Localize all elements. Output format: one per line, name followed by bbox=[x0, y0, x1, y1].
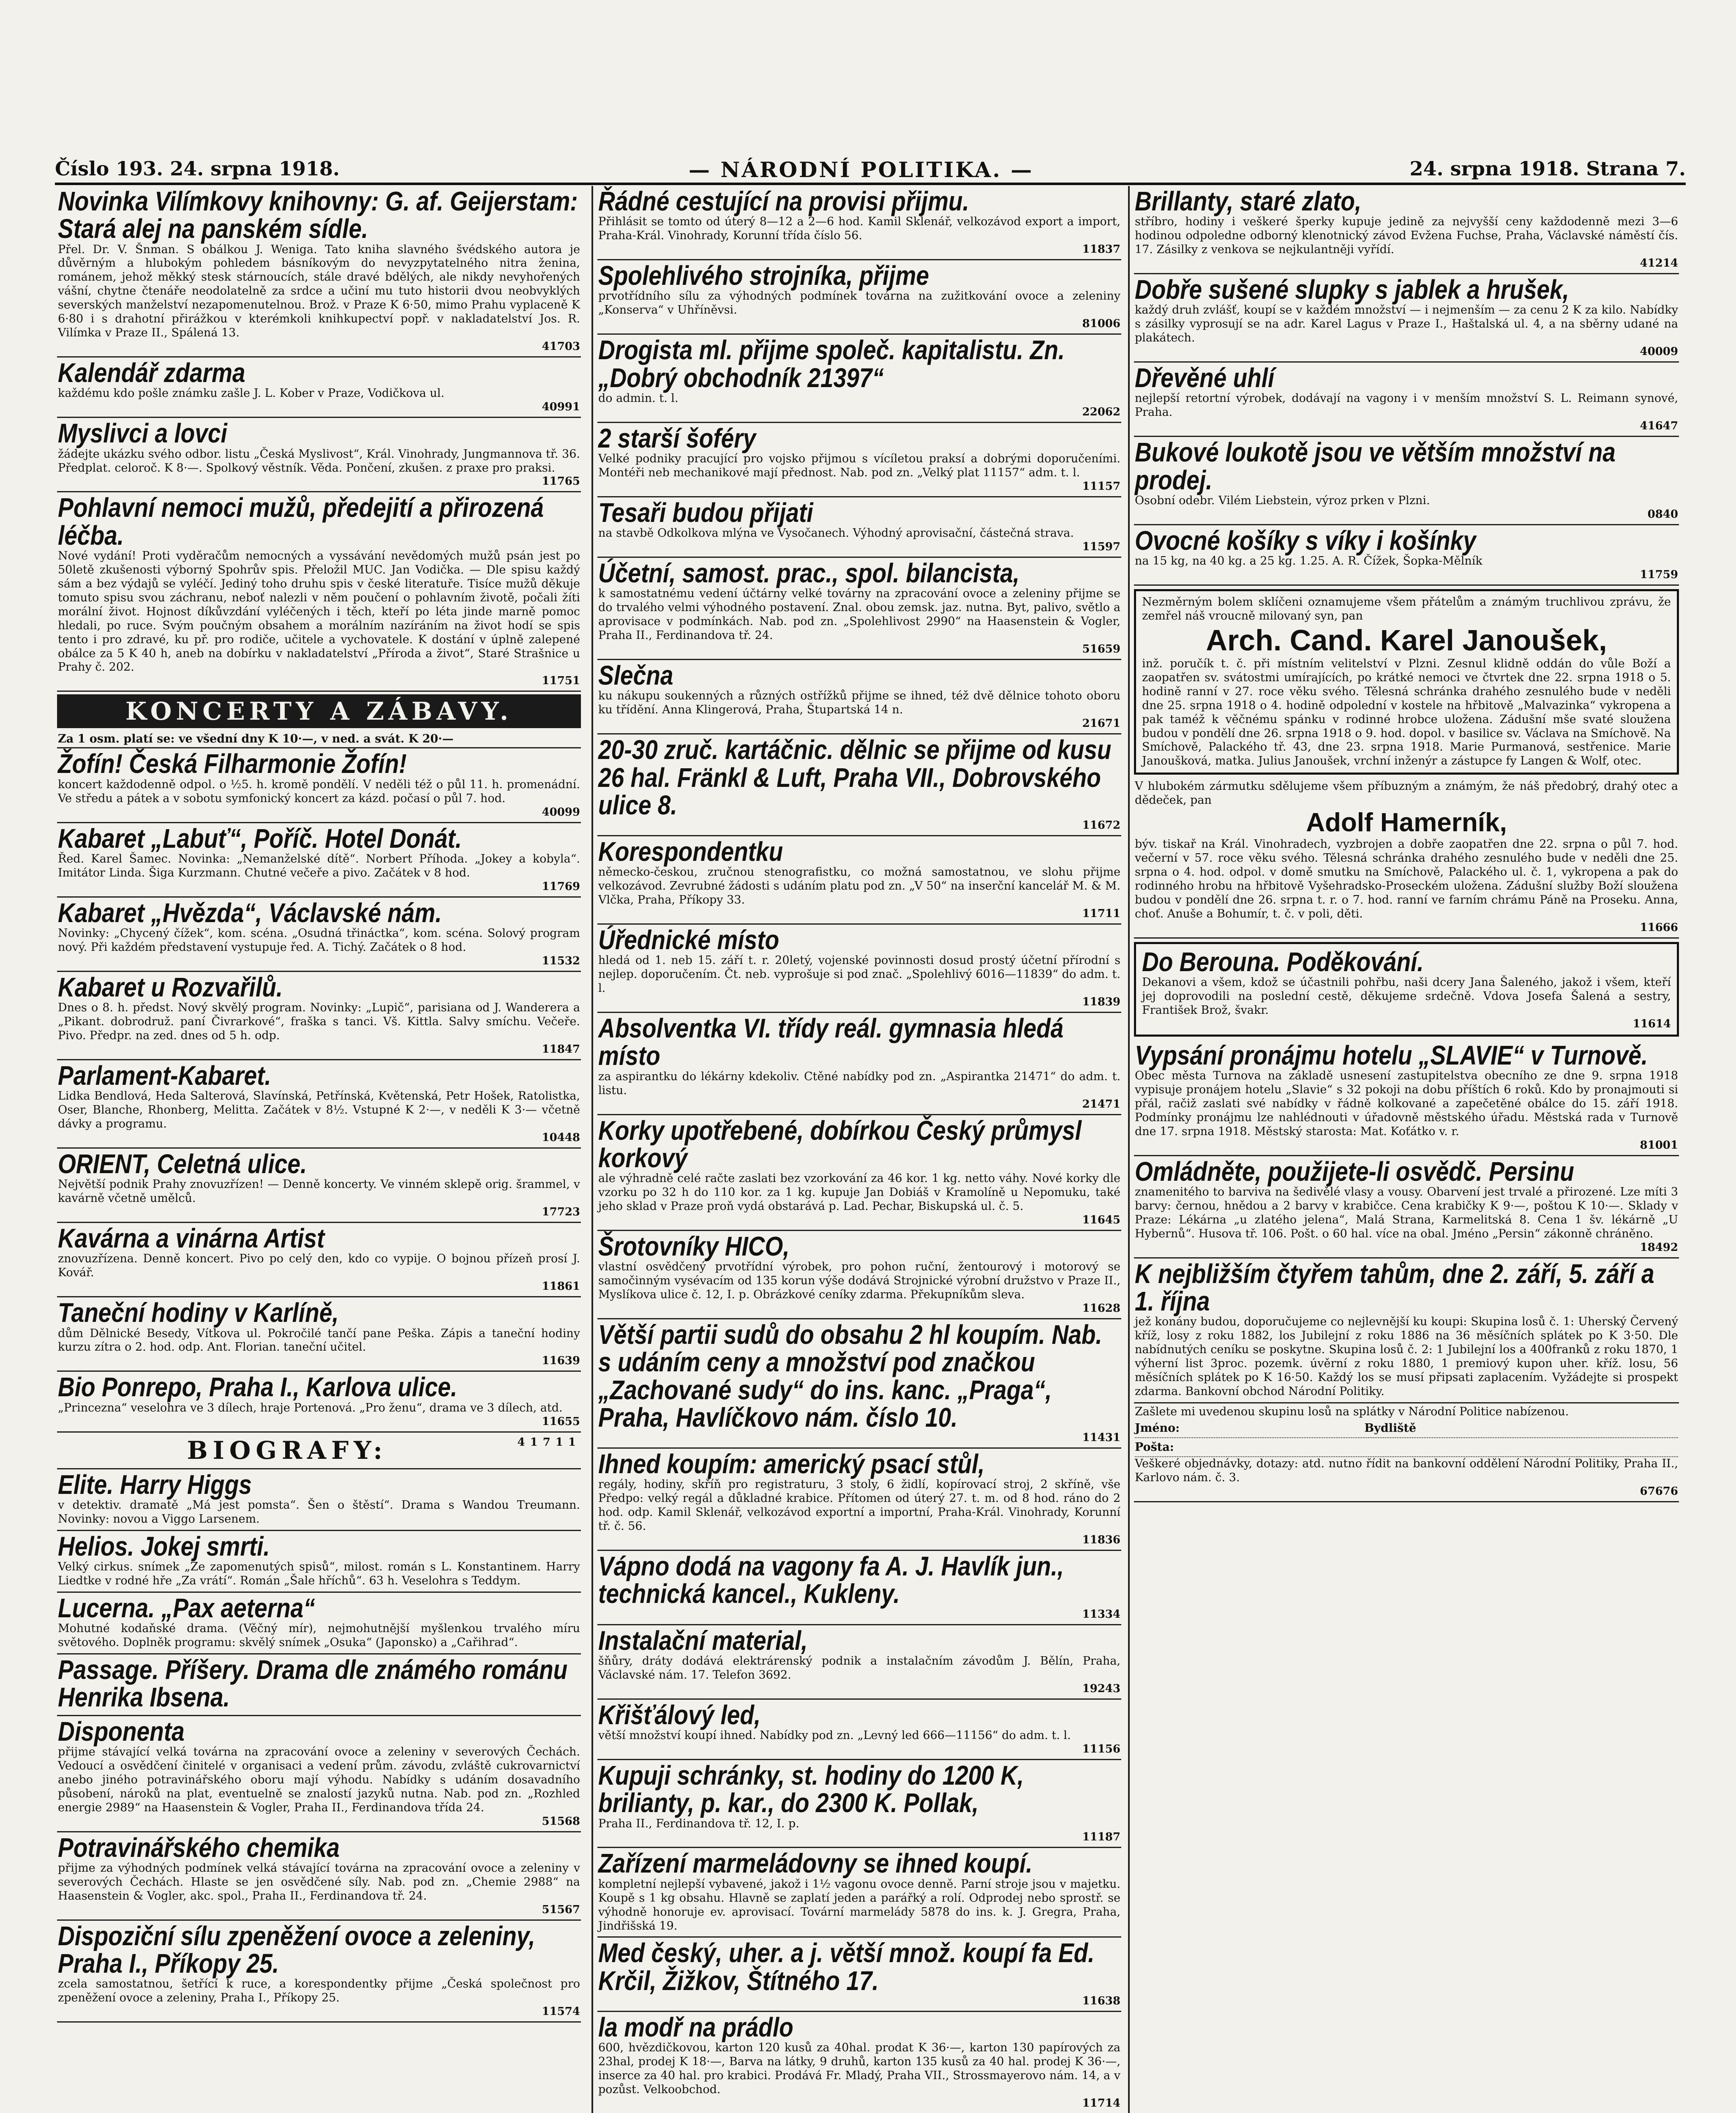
classified-ad bbox=[1134, 1259, 1679, 1403]
ad-heading: Účetní, samost. prac., spol. bilancista, bbox=[598, 558, 1020, 589]
biographs-section-heading bbox=[57, 1433, 581, 1469]
classified-ad bbox=[597, 497, 1121, 558]
classified-ad bbox=[57, 898, 581, 972]
lottery-order-form bbox=[1134, 1403, 1679, 1502]
ad-id: 11672 bbox=[1082, 819, 1120, 832]
masthead-title: — NÁRODNÍ POLITIKA. — bbox=[689, 157, 1034, 182]
ad-body: nejlepší retortní výrobek, dodávají na vagony i v menším množství S. L. Reimann synové, Praha. bbox=[1135, 392, 1678, 419]
ad-body: vlastní osvědčený prvotřídní výrobek, pro pohon ruční, žentourový i motorový se samočinným vysévacím od 135 korun výše dodává Strojnické výrobní družstvo v Praze II., Myslíkova ulice č. 12, I. p. Obrázkové ceníky zdarma. Překupníkům sleva. bbox=[598, 1260, 1120, 1302]
ad-heading: Kabaret „Hvězda“, Václavské nám. bbox=[58, 897, 442, 928]
ad-id: 41703 bbox=[542, 340, 580, 353]
ad-heading: Disponenta bbox=[58, 1716, 185, 1747]
ad-heading: Vápno dodá na vagony fa A. J. Havlík jun., technická kancel., Kukleny. bbox=[598, 1551, 1064, 1609]
ad-id: 11711 bbox=[1082, 907, 1120, 920]
obituary-janousek bbox=[1134, 589, 1679, 775]
ad-heading: la modř na prádlo bbox=[598, 2012, 793, 2042]
classified-ad bbox=[1134, 1040, 1679, 1156]
ad-body: Řed. Karel Šamec. Novinka: „Nemanželské dítě“. Norbert Příhoda. „Jokey a kobyla“. Imitátor Linda. Šiga Kurzmann. Chutné večeře a pivo. Začátek v 8 hod. bbox=[58, 852, 580, 879]
ad-heading: Úřednické místo bbox=[598, 925, 779, 955]
ad-id: 11861 bbox=[542, 1280, 580, 1293]
ad-id: 11847 bbox=[542, 1043, 580, 1056]
ad-id: 11759 bbox=[1640, 568, 1678, 581]
ad-body: Přihlásit se tomto od úterý 8—12 a 2—6 hod. Kamil Sklenář, velkozávod export a import, Praha-Král. Vinohrady, Korunní třída číslo 56. bbox=[598, 215, 1120, 243]
classified-ad bbox=[597, 186, 1121, 260]
issue-number: Číslo 193. 24. srpna 1918. bbox=[55, 157, 340, 180]
ad-id: 51568 bbox=[542, 1815, 580, 1828]
ad-heading: Helios. Jokej smrti. bbox=[58, 1531, 270, 1562]
classified-ad bbox=[597, 1848, 1121, 1938]
classified-ad bbox=[57, 1716, 581, 1832]
classified-ad bbox=[597, 1938, 1121, 2012]
classified-ad bbox=[57, 1654, 581, 1716]
ad-id: 40991 bbox=[542, 401, 580, 414]
thanks-body: Dekanovi a všem, kdož se účastnili pohřbu, naši dcery Jana Šaleného, jakož i všem, kteří jej doprovodili na poslední cestě, děkujeme srdečně. Vdova Josefa Šalená a sestry, František Brož, švakr. bbox=[1142, 976, 1671, 1017]
ad-id: 41647 bbox=[1640, 420, 1678, 433]
ad-id: 51659 bbox=[1082, 643, 1120, 656]
ad-heading: Šrotovníky HICO, bbox=[598, 1231, 790, 1261]
ad-heading: Omládněte, použijete-li osvědč. Persinu bbox=[1135, 1156, 1574, 1187]
ad-heading: Absolventka VI. třídy reál. gymnasia hledá místo bbox=[598, 1013, 1064, 1071]
ad-heading: Med český, uher. a j. větší množ. koupí fa Ed. Krčil, Žižkov, Štítného 17. bbox=[598, 1938, 1095, 1996]
classified-ad bbox=[597, 1231, 1121, 1319]
ad-body: šňůry, dráty dodává elektrárenský podnik a instalačním závodům J. Bělín, Praha, Václavské nám. 17. Telefon 3692. bbox=[598, 1654, 1120, 1682]
classified-ad bbox=[57, 1372, 581, 1432]
classified-ad bbox=[57, 1832, 581, 1921]
classified-ad bbox=[57, 358, 581, 418]
ad-body: v detektiv. dramatě „Má jest pomsta“. Šen o štěstí“. Drama s Wandou Treumann. Novinky: novou a Viggo Larsenem. bbox=[58, 1498, 580, 1526]
column-3 bbox=[1128, 186, 1679, 2113]
ad-heading: Novinka Vilímkovy knihovny: G. af. Geijerstam: Stará alej na panském sídle. bbox=[58, 186, 578, 244]
thanks-heading: Do Berouna. Poděkování. bbox=[1142, 946, 1424, 977]
classified-ad bbox=[597, 1625, 1121, 1700]
classified-ad bbox=[597, 1551, 1121, 1625]
classified-ad bbox=[597, 1319, 1121, 1449]
classified-ad bbox=[57, 1921, 581, 2023]
classified-ad bbox=[57, 1297, 581, 1372]
ad-body: každý druh zvlášť, koupí se v každém množství — i nejmenším — za cenu 2 K za kilo. Nabídky s zásilky vyprosují se na adr. Karel Lagus v Praze I., Haštalská ul. 4, a na sběrny udané na plakátech. bbox=[1135, 303, 1678, 345]
ad-body: Praha II., Ferdinandova tř. 12, I. p. bbox=[598, 1817, 799, 1830]
ad-body: Přel. Dr. V. Šnman. S obálkou J. Wenigа. Tato kniha slavného švédského autora je důvěrným a hlubokým pohledem básníkovým do nevyzpytatelného nitra ženina, románem, jehož měkký stesk stárnoucích, stále dravé bdělých, ale nikdy nevyhořených vášní, chytne čtenáře neodolatelně za srdce a učiní mu tuto historii dvou neobvyklých severských manželství nezapomenutelnou. Brož. v Praze K 6·50, mimo Prahu vyplaceně K 6·80 i s drahotní přirážkou v kterémkoli knihkupectví popř. v nakladatelství Jos. R. Vilímka v Praze II., Spálená 13. bbox=[58, 243, 580, 340]
ad-id: 41214 bbox=[1640, 257, 1678, 270]
obituary-body: inž. poručík t. č. při místním velitelství v Plzni. Zesnul klidně oddán do vůle Boží a zaopatřen sv. svátostmi umírajících, po krátké nemoci ve čtvrtek dne 22. srpna 1918 o 5. hodině ranní v 27. roce věku svého. Tělesná schránka drahého zesnulého bude v neděli dne 25. srpna 1918 o 4. hodině odpolední v kostele na hřbitově „Malvazinka“ vykropena a pak taméž k věčnému spánku v rodinné hrobce uložena. Zádušní mše svaté sloužena budou v pondělí dne 26. srpna 1918 o 9. hod. dopol. v basilice sv. Václava na Smíchově. Na Smíchově, Palackého tř. 43, dne 23. srpna 1918. Marie Purmanová, sestřenice. Marie Janoušková, matka. Julius Janoušek, vrchní inženýr a zástupce fy Langen & Wolf, otec. bbox=[1142, 657, 1671, 768]
ad-id: 11532 bbox=[542, 954, 580, 967]
ad-heading: Pohlavní nemoci mužů, předejití a přirozená léčba. bbox=[58, 492, 544, 551]
ad-body: jež konány budou, doporučujeme co nejlevnější ku koupi: Skupina losů č. 1: Uherský Červený kříž, losy z roku 1882, los Jubilejní z roku 1886 na 36 měsíčních splátek po K 3·50. Dle nabídnutých ceníku se poskytne. Skupina losů č. 2: 1 Jubilejní los a 400franků z roku 1870, 1 výherní list 3proc. pozemk. úvěrní z roku 1880, 1 premiový kupon uher. kříž. losu, 56 měsíčních splátek po K 16·50. Každý los se musí připsati zaplacením. Vyžádejte si prospekt zdarma. Bankovní obchod Národní Politiky. bbox=[1135, 1315, 1678, 1398]
ad-id: 11157 bbox=[1082, 480, 1120, 493]
ad-body: německo-českou, zručnou stenografistku, co možná samostatnou, ve slohu přijme velkozávod. Zevrubné žádosti s udáním platu pod zn. „V 50“ na inserční kancelář M. & M. Vlčka, Praha, Příkopy 33. bbox=[598, 865, 1120, 907]
obituary-name: Arch. Cand. Karel Janoušek, bbox=[1206, 623, 1607, 657]
classified-ad bbox=[57, 972, 581, 1060]
ad-id: 81001 bbox=[1640, 1138, 1678, 1152]
obituary-hamernik bbox=[1134, 778, 1679, 939]
ad-id: 21471 bbox=[1082, 1097, 1120, 1111]
ad-heading: Potravinářského chemika bbox=[58, 1832, 340, 1863]
classified-ad bbox=[597, 335, 1121, 423]
ad-id: 11614 bbox=[1632, 1017, 1671, 1030]
ad-id: 11765 bbox=[542, 475, 580, 488]
ad-id: 11639 bbox=[542, 1354, 580, 1368]
classified-ad bbox=[57, 1593, 581, 1654]
ad-heading: Řádné cestující na provisi přijmu. bbox=[598, 186, 969, 216]
ad-body: Osobní odebr. Vilém Liebstein, výroz prken v Plzni. bbox=[1135, 494, 1430, 507]
ad-id: 11431 bbox=[1082, 1431, 1120, 1444]
classified-ad bbox=[1134, 363, 1679, 437]
classified-ad bbox=[57, 1223, 581, 1297]
ad-body: Obec města Turnova na základě usnesení zastupitelstva obecního ze dne 9. srpna 1918 vypisuje pronájem hotelu „Slavie“ s 32 pokoji na dobu příštích 6 roků. Kdo by pronajmouti si přál, račiž zaslati své nabídky v řádně kolkované a zapečetěné obálce do 15. září 1918. Podmínky pronájmu lze nahlédnouti v úřadovně městského úřadu. Městská rada v Turnově dne 17. srpna 1918. Městský starosta: Mat. Koťátko v. r. bbox=[1135, 1069, 1678, 1138]
ad-heading: ORIENT, Celetná ulice. bbox=[58, 1148, 307, 1179]
ad-body: „Princezna“ veselohra ve 3 dílech, hraje Portenová. „Pro ženu“, drama ve 3 dílech, atd. bbox=[58, 1401, 563, 1414]
ad-heading: Instalační material, bbox=[598, 1625, 808, 1656]
ad-id: 11334 bbox=[1082, 1608, 1120, 1621]
ad-heading: Passage. Příšery. Drama dle známého románu Henrika Ibsena. bbox=[58, 1654, 568, 1713]
ad-body: Lidka Bendlová, Hedа Salterová, Slavínská, Petřínská, Květenská, Petr Hošek, Ratolistka, Oser, Blanche, Rhonberg, Melitta. Začátek v 8½. Vstupné K 2·—, v neděli K 3·— včetně dávky a programu. bbox=[58, 1089, 580, 1131]
biographs-heading-id: 41711 bbox=[517, 1436, 581, 1449]
ad-heading: Tesaři budou přijati bbox=[598, 497, 813, 528]
obituary-body: býv. tiskař na Král. Vinohradech, vyzbrojen a dobře zaopatřen dne 22. srpna o půl 7. hod. večerní v 57. roce věku svého. Tělesná schránka drahého zesnulého bude v neděli dne 25. srpna o 4. hod. odpol. v domě smutku na Smíchově, Palackého ul. č. 1, vykropena a pak do rodinného hrobu na hřbitově Vyšehradsko-Proseckém uložena. Zádušní služby Boží sloužena budou v pondělí dne 26. srpna t. r. o 7. hod. ranní ve farním chrámu Páně na Proseku. Anna, choť. Anuše a Bohumír, t. č. v poli, děti. bbox=[1135, 838, 1678, 920]
classified-ad bbox=[1134, 274, 1679, 363]
obituary-intro: Nezměrným bolem sklíčeni oznamujeme všem přátelům a známým truchlivou zprávu, že zemřel náš vroucně milovaný syn, pan bbox=[1142, 595, 1671, 622]
classified-ad bbox=[57, 1149, 581, 1223]
ad-id: 11839 bbox=[1082, 996, 1120, 1009]
ad-id: 11666 bbox=[1640, 921, 1678, 934]
ad-id: 19243 bbox=[1082, 1682, 1120, 1695]
ad-id: 40099 bbox=[542, 805, 580, 819]
obituary-intro: V hlubokém zármutku sdělujeme všem příbuzným a známým, že náš předobrý, drahý otec a dědeček, pan bbox=[1135, 780, 1678, 807]
ad-id: 17723 bbox=[542, 1206, 580, 1219]
classified-ad bbox=[1134, 1156, 1679, 1259]
ad-heading: Dřevěné uhlí bbox=[1135, 363, 1275, 393]
ad-heading: K nejbližším čtyřem tahům, dne 2. září, 5. září a 1. října bbox=[1135, 1258, 1654, 1317]
ad-id: 11714 bbox=[1082, 2097, 1120, 2110]
ad-body: větší množství koupí ihned. Nabídky pod zn. „Levný led 666—11156“ do adm. t. l. bbox=[598, 1729, 1071, 1742]
ad-id: 11751 bbox=[542, 674, 580, 688]
ad-heading: Ihned koupím: americký psací stůl, bbox=[598, 1449, 985, 1480]
ad-id: 11638 bbox=[1082, 1995, 1120, 2007]
ad-id: 11645 bbox=[1082, 1213, 1120, 1226]
ad-body: Nové vydání! Proti vyděračům nemocných a vyssávání nevědomých mužů psán jest po 50letě zkušenosti výborný Spohrův spis. Přeložil MUC. Jan Vodička. — Dle spisu každý sám a bez výdajů se vyléčí. Jediný toho druhu spis v české literatuře. Tisíce mužů děkuje tomuto spisu svou záchranu, neboť nalezli v něm poučení o pohlavním životě, počali žíti morální život. Hojnost díkůvzdání vyléčených i těch, kteří po léta jinde marně pomoc hledali, po ruce. Svým poučným obsahem a morálním nazíráním na život hodí se spis tento i pro zdravé, ku př. pro rodiče, učitele a vychovatele. K dostání v úplně zalepené obálce za 5 K 40 h, aneb na dobírku v nakladatelství „Příroda a život“, Staré Strašnice u Prahy č. 202. bbox=[58, 549, 580, 674]
ad-id: 11187 bbox=[1082, 1831, 1120, 1844]
classified-ad bbox=[597, 2012, 1121, 2113]
ad-heading: Kavárna a vinárna Artist bbox=[58, 1223, 325, 1254]
ad-heading: Drogista ml. přijme společ. kapitalistu. Zn. „Dobrý obchodník 21397“ bbox=[598, 335, 1065, 393]
ad-body: na stavbě Odkolkova mlýna ve Vysočanech. Výhodný aprovisační, částečná strava. bbox=[598, 527, 1074, 540]
ad-id: 0840 bbox=[1647, 508, 1678, 521]
obituary-name: Adolf Hamerník, bbox=[1306, 808, 1507, 838]
ad-body: Největší podnik Prahy znovuzřízen! — Denně koncerty. Ve vinném sklepě orig. šrammel, v kavárně včetně umělců. bbox=[58, 1178, 580, 1205]
ad-body: přijme za výhodných podmínek velká stávající továrna na zpracování ovoce a zeleniny v severových Čechách. Hlaste se jen osvědčené síly. Nab. pod zn. „Chemie 2988“ na Haasenstein & Vogler, akc. spol., Praha II., Ferdinandova tř. 24. bbox=[58, 1861, 580, 1903]
ad-id: 22062 bbox=[1082, 405, 1120, 418]
ad-body: znovuzřízena. Denně koncert. Pivo po celý den, kdo co vypije. O bojnou přízeň prosí J. Kovář. bbox=[58, 1252, 580, 1280]
classified-ad bbox=[57, 748, 581, 823]
column-2 bbox=[591, 186, 1121, 2113]
ad-body: každému kdo pošle známku zašle J. L. Kober v Praze, Vodičkova ul. bbox=[58, 387, 444, 400]
ad-id: 11156 bbox=[1082, 1742, 1120, 1755]
ad-body: Dnes o 8. h. předst. Nový skvělý program. Novinky: „Lupič“, parisiana od J. Wanderera a „Pikant. dobrodruž. paní Čivrarkové“, fraška s tanci. Vš. Kittla. Salvy smíchu. Večeře. Pivo. Předpr. na zed. dnes od 5 h. odp. bbox=[58, 1001, 580, 1042]
ad-id: 10448 bbox=[542, 1131, 580, 1144]
ad-body: prvotřídního sílu za výhodných podmínek továrna na zužitkování ovoce a zeleniny „Konserva“ v Uhříněvsi. bbox=[598, 289, 1120, 317]
ad-body: 600, hvězdičkovou, karton 120 kusů za 40hal. prodat K 36·—, karton 130 papírových za 23hal, prodej K 18·—, Barva na látky, 9 druhů, karton 135 kusů za 40 hal. prodej K 36·—, inserce za 40 hal. pro krabici. Prodává Fr. Mladý, Praha VII., Strossmayerovo nám. 14, a v pozůst. Velkoobchod. bbox=[598, 2041, 1120, 2097]
ad-heading: Ovocné košíky s víky i košínky bbox=[1135, 525, 1476, 556]
ad-body: na 15 kg, na 40 kg. a 25 kg. 1.25. A. R. Čížek, Šopka-Mělník bbox=[1135, 554, 1483, 568]
column-1 bbox=[57, 186, 581, 2113]
ad-heading: Elite. Harry Higgs bbox=[58, 1469, 252, 1500]
classified-ad bbox=[57, 418, 581, 492]
ad-body: regály, hodiny, skříň pro registraturu, 3 stoly, 6 židlí, kopírovací stroj, 2 skříně, vše Předpo: velký regál a důkladné krabice. Přítomen od úterý 27. t. m. od 8 hod. ráno do 2 hod. odp. Kamil Sklenář, velkozávod exportní a importní, Praha-Král. Vinohrady, Korunní tř. č. 56. bbox=[598, 1478, 1120, 1533]
ad-body: Velké podniky pracující pro vojsko přijmou s vícíletou praksí a dobrými doporučeními. Montéři neb mechanikové mají přednost. Nab. pod zn. „Velký plat 11157“ adm. t. l. bbox=[598, 452, 1120, 479]
ad-heading: 2 starší šoféry bbox=[598, 423, 756, 453]
classified-ad bbox=[597, 1013, 1121, 1115]
order-form-post-row bbox=[1135, 1438, 1678, 1457]
ad-body: hledá od 1. neb 15. září t. r. 20letý, vojenské povinnosti dosud prostý účetní přírodní s nejlep. doporučením. Čt. neb. vyprošuje si pod znač. „Spolehlivý 6016—11839“ do adm. t. l. bbox=[598, 954, 1120, 995]
ad-id: 11628 bbox=[1082, 1302, 1120, 1315]
classified-ad bbox=[597, 1115, 1121, 1231]
classified-ad bbox=[57, 1531, 581, 1593]
classified-ad bbox=[597, 925, 1121, 1013]
ad-heading: Křišťálový led, bbox=[598, 1699, 761, 1730]
ad-heading: 20-30 zruč. kartáčnic. dělnic se přijme od kusu 26 hal. Fränkl & Luft, Praha VII., Dobrovského ulice 8. bbox=[598, 734, 1112, 820]
ad-heading: Myslivci a lovci bbox=[58, 418, 227, 449]
order-form-residence-label: Bydliště bbox=[1364, 1421, 1417, 1435]
ad-id: 21671 bbox=[1082, 717, 1120, 730]
ad-body: dům Dělnické Besedy, Vítkova ul. Pokročilé tančí pane Peška. Zápis a taneční hodiny kurzu zítra o 2. hod. odp. Ant. Florian. taneční učitel. bbox=[58, 1327, 580, 1354]
ad-body: do admin. t. l. bbox=[598, 391, 679, 405]
classified-ad bbox=[597, 836, 1121, 925]
ad-heading: Zařízení marmeládovny se ihned koupí. bbox=[598, 1848, 1033, 1879]
order-form-intro: Zašlete mi uvedenou skupinu losů na splátky v Národní Politice nabízenou. bbox=[1135, 1405, 1569, 1419]
ad-body: za aspirantku do lékárny kdekoliv. Ctěné nabídky pod zn. „Aspirantka 21471“ do adm. t. listu. bbox=[598, 1070, 1120, 1097]
ad-body: Velký cirkus. snímek „Ze zapomenutých spisů“, milost. román s L. Konstantinem. Harry Liedtke v rodné hře „Za vrátí“. Román „Šale hříchů“. 63 h. Veselohra s Teddym. bbox=[58, 1560, 580, 1587]
ad-id: 51567 bbox=[542, 1903, 580, 1916]
page-header bbox=[55, 157, 1686, 185]
order-form-name-row bbox=[1135, 1419, 1678, 1438]
ad-body: Novinky: „Chycený čížek“, kom. scéna. „Osudná třináctka“, kom. scéna. Solový program nový. Při každém představení vystupuje řed. A. Tichý. Začátek o 8 hod. bbox=[58, 926, 580, 954]
classified-ad bbox=[597, 423, 1121, 497]
classified-ad bbox=[597, 1700, 1121, 1760]
ad-id: 81006 bbox=[1082, 317, 1120, 330]
ad-heading: Dispoziční sílu zpeněžení ovoce a zeleniny, Praha I., Příkopy 25. bbox=[58, 1920, 535, 1979]
classified-ad bbox=[1134, 525, 1679, 586]
ad-body: žádejte ukázku svého odbor. listu „Česká Myslivost“, Král. Vinohrady, Jungmannova tř. 36. Předplat. celoroč. K 8·—. Spolkový věstník. Věda. Pončení, zkušen. z praxe pro praksi. bbox=[58, 447, 580, 475]
classified-ad bbox=[57, 492, 581, 692]
ad-heading: Vypsání pronájmu hotelu „SLAVIE“ v Turnově. bbox=[1135, 1040, 1648, 1070]
ad-heading: Korky upotřebené, dobírkou Český průmysl korkový bbox=[598, 1115, 1082, 1173]
ad-body: ale výhradně celé račte zaslati bez vzorkování za 46 kor. 1 kg. netto váhy. Nové korky dle vzorku po 32 h do 110 kor. za 1 kg. kupuje Jan Dobiáš v Kramolíně u Nepomuku, také jeho sklad v Praze proň vydá obstarává p. Lad. Pechar, Biskupská ul. č. 5. bbox=[598, 1172, 1120, 1213]
ad-body: k samostatnému vedení účtárny velké továrny na zpracování ovoce a zeleniny přijme se do trvalého velmi výhodného postavení. Znal. obou zemsk. jaz. nutna. Byt, palivo, světlo a aprovisace v podmínkách. Nab. pod zn. „Spolehlivost 2990“ na Haasenstein & Vogler, Praha II., Ferdinandova tř. 24. bbox=[598, 587, 1120, 642]
concerts-section-band: KONCERTY A ZÁBAVY. bbox=[57, 694, 581, 728]
ad-body: ku nákupu soukenných a různých ostřížků přijme se ihned, též dvě dělnice tohoto oboru ku třídění. Anna Klingerová, Praha, Štupartská 14 n. bbox=[598, 689, 1120, 717]
concerts-pricing-note: Za 1 osm. platí se: ve všední dny K 10·—, v ned. a svát. K 20·— bbox=[57, 731, 581, 748]
classified-ad bbox=[597, 260, 1121, 335]
classified-ad bbox=[57, 186, 581, 358]
ad-heading: Kupuji schránky, st. hodiny do 1200 K, brilianty, p. kar., do 2300 K. Pollak, bbox=[598, 1760, 1024, 1818]
ad-heading: Parlament-Kabaret. bbox=[58, 1060, 271, 1091]
ad-heading: Lucerna. „Pax aeterna“ bbox=[58, 1592, 315, 1623]
ad-heading: Dobře sušené slupky s jablek a hrušek, bbox=[1135, 274, 1569, 305]
date-and-page: 24. srpna 1918. Strana 7. bbox=[1409, 157, 1686, 180]
ad-heading: Žofín! Česká Filharmonie Žofín! bbox=[58, 748, 407, 779]
ad-heading: Větší partii sudů do obsahu 2 hl koupím. Nab. s udáním ceny a množství pod značkou „Zachované sudy“ do ins. kanc. „Praga“, Praha, Havlíčkovo nám. číslo 10. bbox=[598, 1319, 1102, 1433]
ad-body: znamenitého to barviva na šedivělé vlasy a vousy. Obarvení jest trvalé a přirozené. Lze míti 3 barvy: černou, hnědou a 2 barvy v krabičce. Cena krabičky K 9·—, poštou K 10·—. Sklady v Praze: Lékárna „u zlatého jelena“, Malá Strana, Karmelitská 8. Cena 1 šv. lékárně „U Hybernů“. Husova tř. 106. Pošt. o 60 hal. více na obal. Jméno „Persin“ zákonně chráněno. bbox=[1135, 1185, 1678, 1240]
classified-ad bbox=[57, 823, 581, 898]
classified-ad bbox=[57, 1469, 581, 1531]
ad-heading: Brillanty, staré zlato, bbox=[1135, 186, 1362, 216]
ad-body: Mohutné kodaňské drama. (Věčný mír), nejmohutnější myšlenkou trvalého míru světového. Doplněk programu: skvělý snímek „Osuka“ (Japonsko) a „Cařihrad“. bbox=[58, 1622, 580, 1649]
classified-ad bbox=[597, 558, 1121, 660]
classified-ad bbox=[1134, 186, 1679, 274]
ad-id: 11655 bbox=[542, 1415, 580, 1428]
classified-ad bbox=[597, 734, 1121, 836]
classified-ad bbox=[597, 660, 1121, 734]
ad-id: 11597 bbox=[1082, 541, 1120, 554]
order-form-name-label: Jméno: bbox=[1135, 1421, 1180, 1435]
ad-heading: Bukové loukotě jsou ve větším množství na prodej. bbox=[1135, 437, 1616, 495]
order-form-post-label: Pošta: bbox=[1135, 1440, 1174, 1454]
ad-body: přijme stávající velká továrna na zpracování ovoce a zeleniny v severových Čechách. Vedoucí a osvědčení činitelé v organisaci a vedení prům. závodu, zvláště cukrovarnictví anebo jiného potravinářského oboru mají výhodu. Nabídky s udáním dosavadního působení, nároků na plat, eventuelně se znalostí jazyků nutna. Nab. pod zn. „Rozhled energie 2989“ na Haasenstein & Vogler, Praha II., Ferdinandova třída 24. bbox=[58, 1745, 580, 1814]
classified-ad bbox=[597, 1449, 1121, 1551]
ad-heading: Taneční hodiny v Karlíně, bbox=[58, 1297, 339, 1328]
ad-heading: Kalendář zdarma bbox=[58, 358, 245, 388]
ad-heading: Spolehlivého strojníka, přijme bbox=[598, 260, 929, 291]
ad-heading: Kabaret „Labuť“, Poříč. Hotel Donát. bbox=[58, 823, 462, 854]
ad-id: 11769 bbox=[542, 880, 580, 893]
ad-body: stříbro, hodiny i veškeré šperky kupuje jedině za nejvyšší ceny každodenně mezi 3—6 hodinou odpoledne odborný klenotnický závod Evžena Fuchse, Praha, Václavské náměstí čís. 17. Zásilky z venkova se nejkulantněji vyřídí. bbox=[1135, 215, 1678, 257]
thanks-notice bbox=[1134, 942, 1679, 1037]
ad-id: 67676 bbox=[1640, 1485, 1678, 1498]
ad-heading: Kabaret u Rozvařilů. bbox=[58, 972, 283, 1002]
classified-ad bbox=[597, 1760, 1121, 1848]
ad-id: 18492 bbox=[1640, 1241, 1678, 1254]
ad-body: kompletní nejlepší vybavené, jakož i 1½ vagonu ovoce denně. Parní stroje jsou v majetku. Koupě s 1 kg obsahu. Hlavně se zaplatí jeden a parářký a rolí. Odprodej nebo sprostř. se výhodně honoruje ev. aprovisací. Tovární marmelády 5878 do ins. k. J. Gregra, Praha, Jindřišská 19. bbox=[598, 1877, 1120, 1933]
ad-body: koncert každodenně odpol. o ½5. h. kromě pondělí. V neděli též o půl 11. h. promenádní. Ve středu a pátek a v sobotu symfonický koncert za kázd. počasí o půl 7. hod. bbox=[58, 778, 580, 805]
order-form-footer: Veškeré objednávky, dotazy: atd. nutno řídit na bankovní oddělení Národní Politiky, Praha II., Karlovo nám. č. 3. bbox=[1135, 1457, 1678, 1484]
ad-id: 11837 bbox=[1082, 243, 1120, 256]
classified-ad bbox=[57, 1060, 581, 1149]
classified-ad bbox=[1134, 437, 1679, 525]
ad-body: zcela samostatnou, šetřící k ruce, a korespondentky přijme „Česká společnost pro zpeněžení ovoce a zeleniny, Praha I., Příkopy 25. bbox=[58, 1977, 580, 2005]
ad-heading: Korespondentku bbox=[598, 836, 783, 867]
ad-id: 40009 bbox=[1640, 345, 1678, 358]
ad-id: 11574 bbox=[542, 2005, 580, 2018]
biographs-heading-text: BIOGRAFY: bbox=[187, 1436, 387, 1465]
ad-heading: Slečna bbox=[598, 660, 673, 691]
ad-id: 11836 bbox=[1082, 1534, 1120, 1547]
ad-heading: Bio Ponrepo, Praha I., Karlova ulice. bbox=[58, 1372, 458, 1403]
